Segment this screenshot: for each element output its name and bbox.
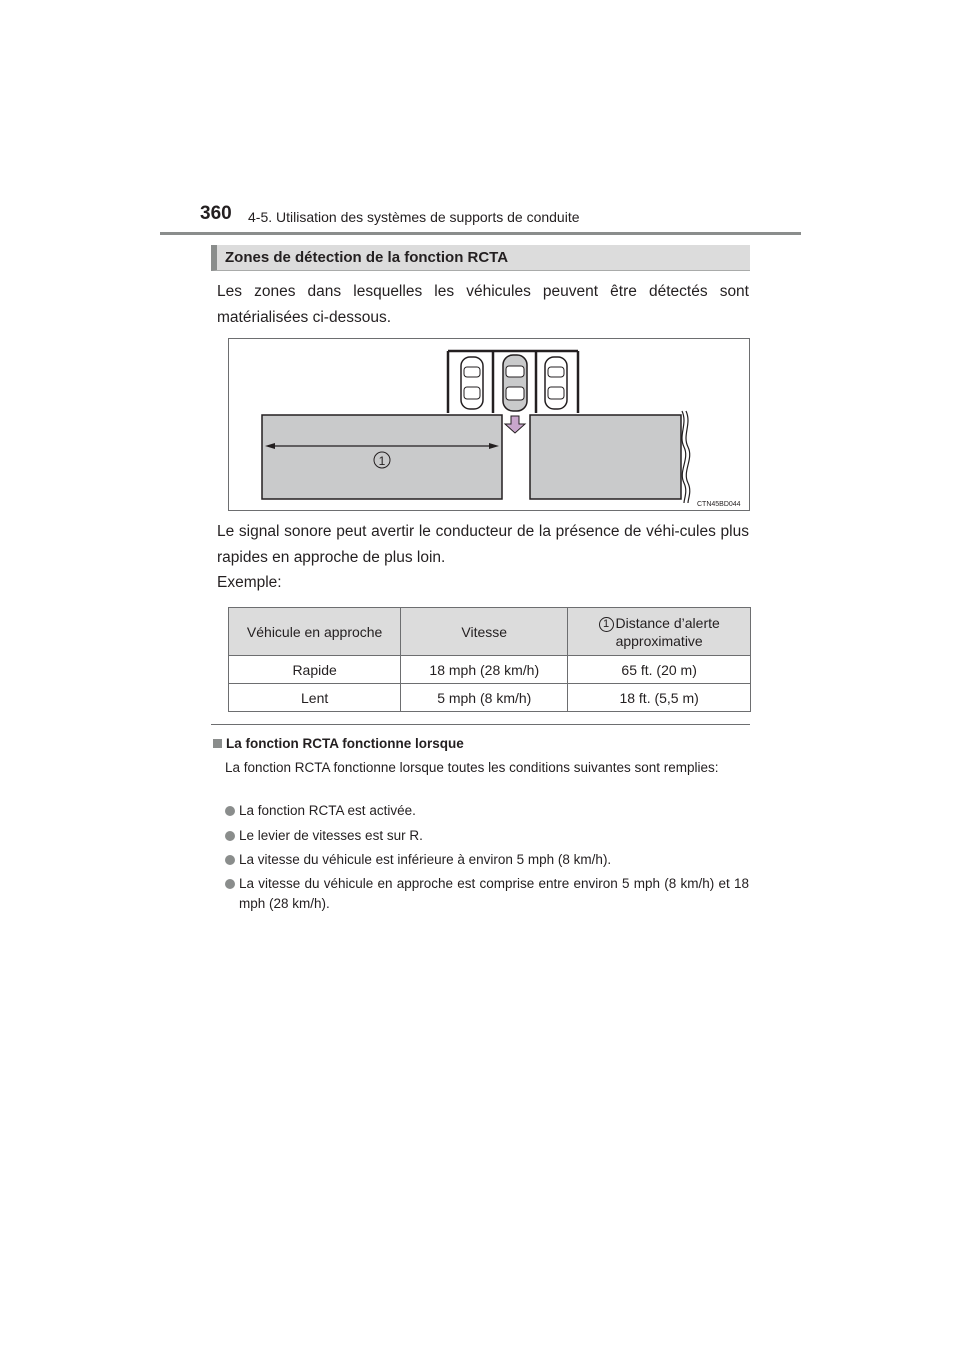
table-header-row [229,608,751,656]
running-header: 4-5. Utilisation des systèmes de supports de conduite [248,209,580,225]
table-row [229,656,751,684]
column-header: Véhicule en approche [229,608,401,656]
list-item-text: Le levier de vitesses est sur R. [239,828,423,843]
own-vehicle [503,355,527,411]
bullet-dot-icon [225,879,235,889]
section-divider [211,724,750,725]
reverse-direction-arrow [505,416,525,433]
conditions-title: La fonction RCTA fonctionne lorsque [226,736,464,751]
warning-paragraph: Le signal sonore peut avertir le conducteur de la présence de véhi-cules plus rapides en approche de plus loin. [217,523,749,566]
table-cell: 18 ft. (5,5 m) [568,684,751,712]
list-item [225,801,749,821]
page-number: 360 [200,203,232,224]
parked-car-left [461,357,483,409]
list-item-text: La vitesse du véhicule est inférieure à environ 5 mph (8 km/h). [239,852,612,867]
detection-zone-figure [228,338,750,511]
parked-car-right [545,357,567,409]
column-header-text: Distance d’alerte approximative [615,614,720,649]
conditions-heading [213,736,464,751]
column-header: Vitesse [401,608,568,656]
table-cell: Lent [229,684,401,712]
example-table [228,607,751,712]
figure-code: CTN45BD044 [697,501,741,508]
list-item [225,826,749,846]
bullet-dot-icon [225,831,235,841]
list-item [225,850,749,870]
bullet-dot-icon [225,806,235,816]
detection-zone-diagram [229,339,749,510]
figure-callout-number: 1 [378,454,386,468]
detection-zone-right [530,415,681,499]
table-cell: Rapide [229,656,401,684]
table-cell: 65 ft. (20 m) [568,656,751,684]
column-header [568,608,751,656]
list-item-text: La fonction RCTA est activée. [239,803,416,818]
list-item [225,874,749,914]
bullet-dot-icon [225,855,235,865]
header-callout: 1 [599,617,614,632]
continuation-break-mark [682,411,686,503]
table-row [229,684,751,712]
table-cell: 5 mph (8 km/h) [401,684,568,712]
conditions-intro: La fonction RCTA fonctionne lorsque toutes les conditions suivantes sont remplies: [225,760,719,775]
list-item-text: La vitesse du véhicule en approche est comprise entre environ 5 mph (8 km/h) et 18 mph (28 km/h). [239,876,749,911]
example-label: Exemple: [217,574,282,591]
table-cell: 18 mph (28 km/h) [401,656,568,684]
section-title: Zones de détection de la fonction RCTA [211,245,750,271]
header-rule [160,232,801,235]
intro-paragraph: Les zones dans lesquelles les véhicules peuvent être détectés sont matérialisées ci-dessous. [217,283,749,326]
square-bullet-icon [213,739,222,748]
